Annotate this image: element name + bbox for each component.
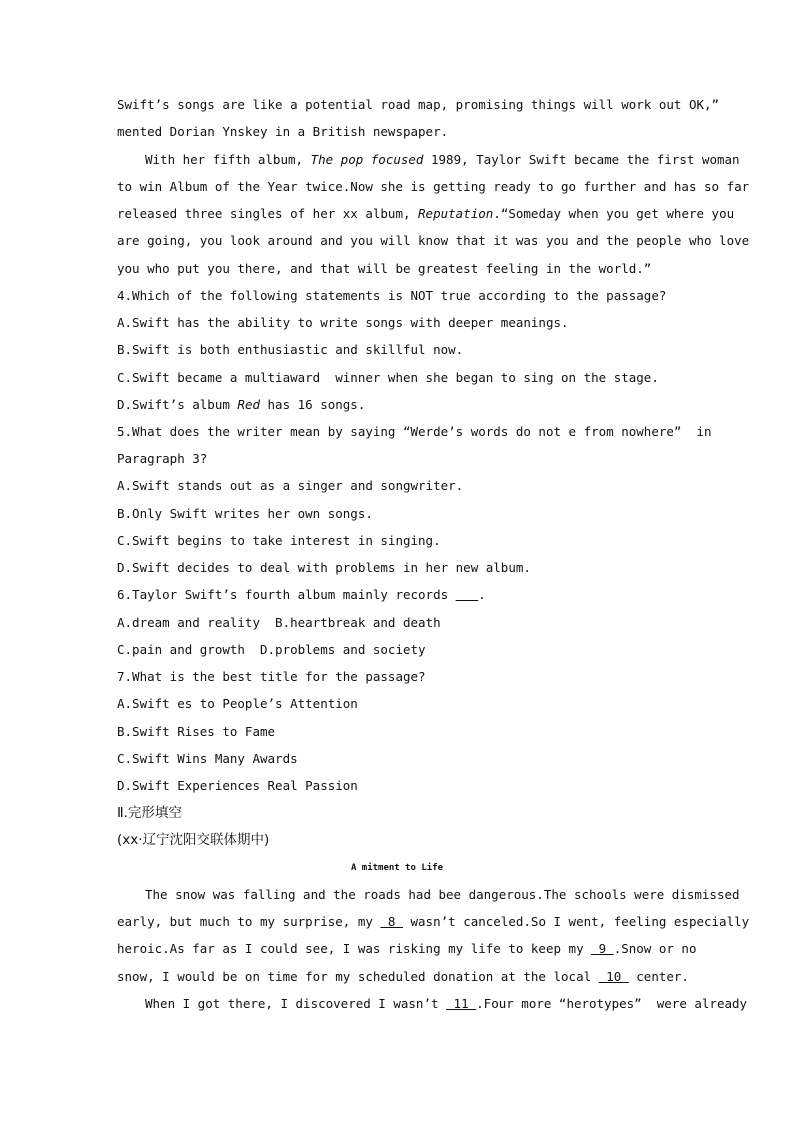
option-d: D.Swift’s album Red has 16 songs.	[117, 397, 366, 412]
question-4: 4.Which of the following statements is NOT true according to the passage?	[117, 288, 667, 303]
option-c: C.Swift begins to take interest in singing.	[117, 533, 441, 548]
blank-11[interactable]: 11	[446, 996, 477, 1011]
text-line: With her fifth album, The pop focused 1989, Taylor Swift became the first woman	[145, 152, 740, 167]
text-line: early, but much to my surprise, my 8 wasn’t canceled.So I went, feeling especially	[117, 914, 750, 929]
option-b: B.Swift Rises to Fame	[117, 724, 276, 739]
text-line: When I got there, I discovered I wasn’t 11 .Four more “herotypes” were already	[145, 996, 748, 1011]
answer-blank[interactable]	[456, 587, 479, 603]
option-a: A.Swift stands out as a singer and songwriter.	[117, 478, 464, 493]
blank-10[interactable]: 10	[598, 969, 629, 984]
text-line: heroic.As far as I could see, I was risking my life to keep my 9 .Snow or no	[117, 941, 697, 956]
option-a: A.Swift es to People’s Attention	[117, 696, 358, 711]
text-line: are going, you look around and you will know that it was you and the people who love	[117, 233, 750, 248]
passage-title: A mitment to Life	[350, 863, 444, 873]
blank-9[interactable]: 9	[591, 941, 614, 956]
question-6: 6.Taylor Swift’s fourth album mainly records .	[117, 587, 486, 602]
option-d: D.Swift decides to deal with problems in her new album.	[117, 560, 531, 575]
text-line: to win Album of the Year twice.Now she is getting ready to go further and has so far	[117, 179, 750, 194]
section-heading: Ⅱ.完形填空	[117, 805, 182, 821]
options-cd: C.pain and growth D.problems and society	[117, 642, 426, 657]
question-7: 7.What is the best title for the passage?	[117, 669, 426, 684]
text-line: released three singles of her xx album, Reputation.“Someday when you get where you	[117, 206, 735, 221]
blank-8[interactable]: 8	[380, 914, 403, 929]
text-line: Swift’s songs are like a potential road map, promising things will work out OK,”	[117, 97, 727, 112]
question-5: 5.What does the writer mean by saying “Werde’s words do not e from nowhere” in	[117, 424, 712, 439]
source-note: (xx·辽宁沈阳交联体期中)	[117, 832, 270, 848]
text-line: mented Dorian Ynskey in a British newspaper.	[117, 124, 449, 139]
text-line: you who put you there, and that will be greatest feeling in the world.”	[117, 261, 652, 276]
options-ab: A.dream and reality B.heartbreak and death	[117, 615, 441, 630]
text-line: snow, I would be on time for my scheduled donation at the local 10 center.	[117, 969, 689, 984]
option-b: B.Only Swift writes her own songs.	[117, 506, 373, 521]
option-a: A.Swift has the ability to write songs with deeper meanings.	[117, 315, 569, 330]
text-line: Paragraph 3?	[117, 451, 208, 466]
option-c: C.Swift became a multiaward winner when she began to sing on the stage.	[117, 370, 659, 385]
option-c: C.Swift Wins Many Awards	[117, 751, 298, 766]
option-d: D.Swift Experiences Real Passion	[117, 778, 358, 793]
option-b: B.Swift is both enthusiastic and skillful now.	[117, 342, 464, 357]
text-line: The snow was falling and the roads had bee dangerous.The schools were dismissed	[145, 887, 740, 902]
